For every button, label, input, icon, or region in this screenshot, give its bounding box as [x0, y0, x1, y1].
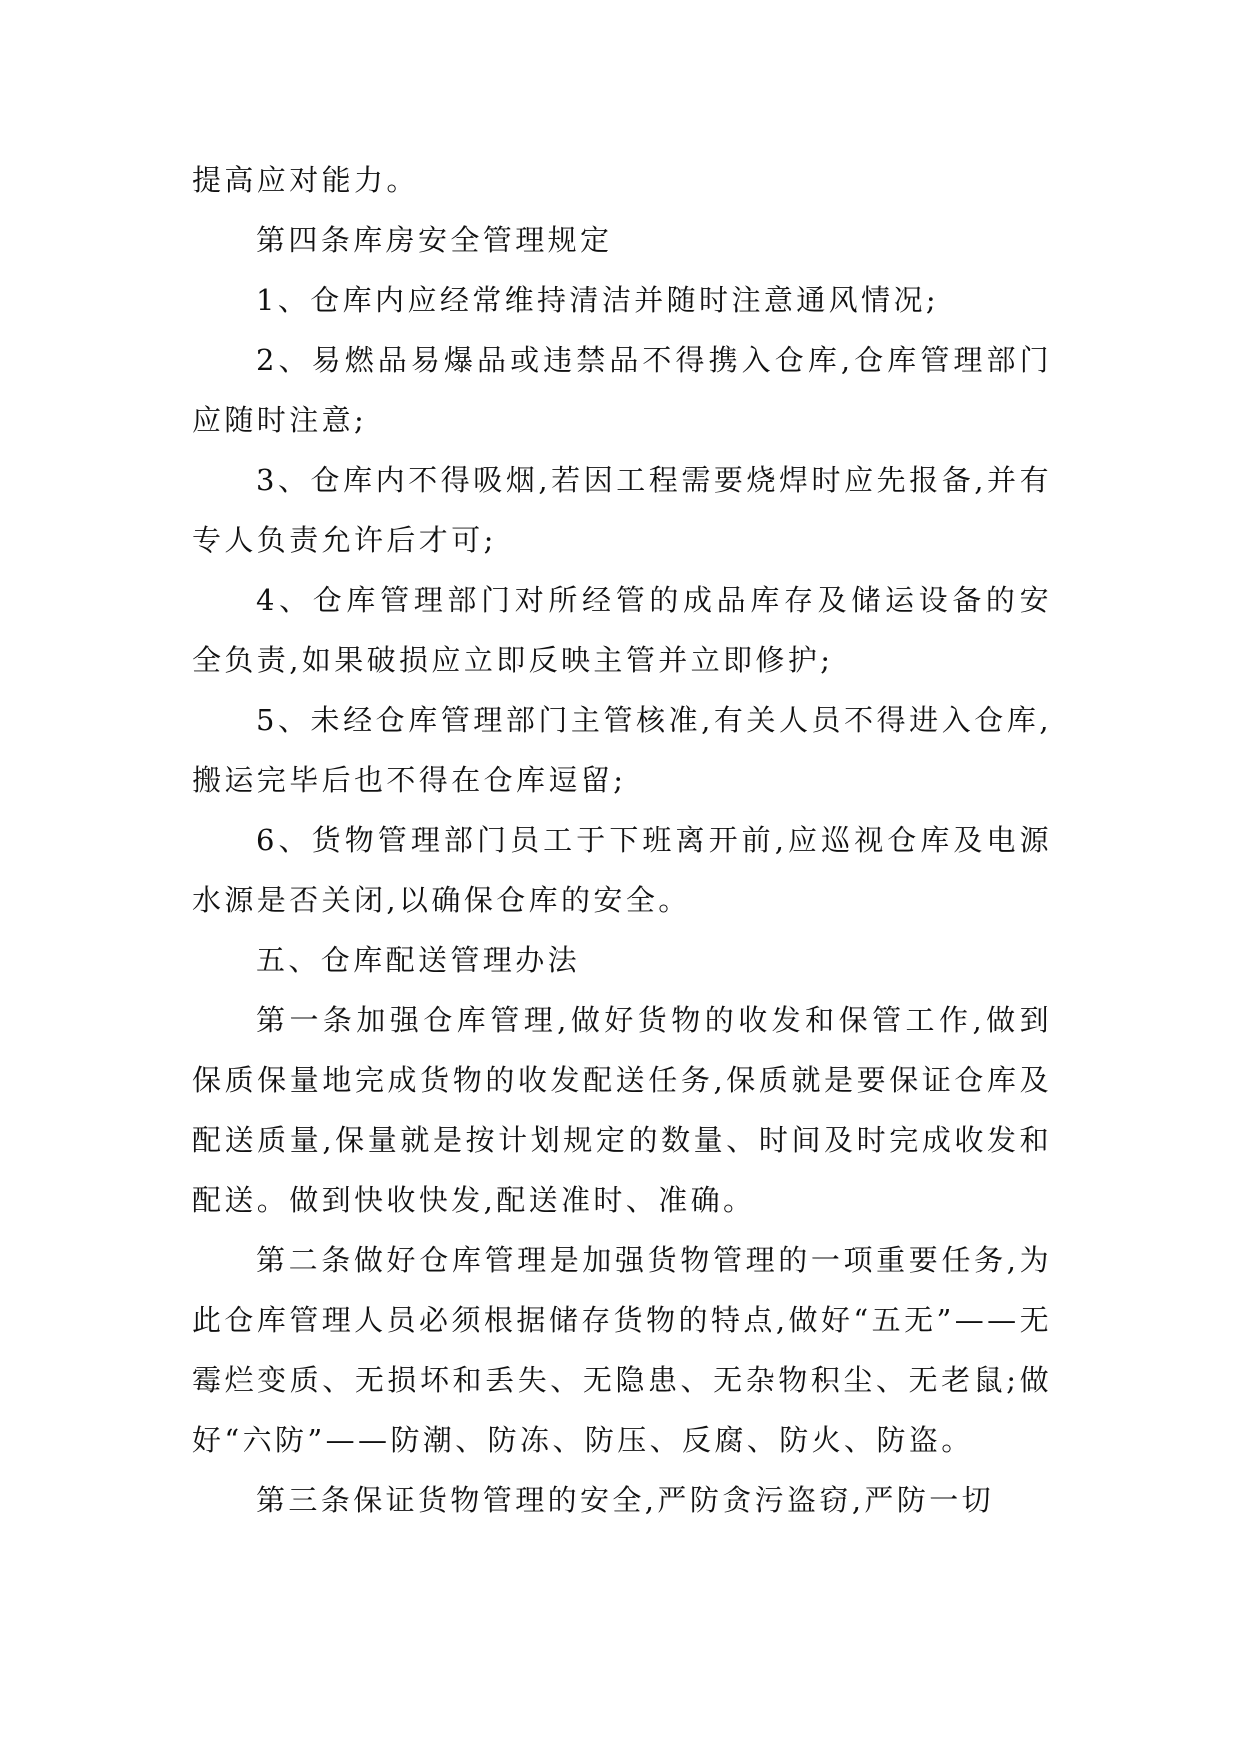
rule-item-1: 1、仓库内应经常维持清洁并随时注意通风情况; [256, 283, 940, 317]
section-5-heading: 五、仓库配送管理办法 [256, 943, 581, 977]
rule-item-2: 2、易燃品易爆品或违禁品不得携入仓库,仓库管理部门应随时注意; [192, 343, 1052, 437]
article-3-paragraph: 第三条保证货物管理的安全,严防贪污盗窃,严防一切 [256, 1483, 995, 1517]
paragraph-continuation: 提高应对能力。 [192, 163, 419, 197]
article-4-heading: 第四条库房安全管理规定 [256, 223, 613, 257]
rule-item-4: 4、仓库管理部门对所经管的成品库存及储运设备的安全负责,如果破损应立即反映主管并立即修护; [192, 583, 1052, 677]
rule-item-3: 3、仓库内不得吸烟,若因工程需要烧焊时应先报备,并有专人负责允许后才可; [192, 463, 1052, 557]
rule-item-6: 6、货物管理部门员工于下班离开前,应巡视仓库及电源水源是否关闭,以确保仓库的安全。 [192, 823, 1052, 917]
rule-item-5: 5、未经仓库管理部门主管核准,有关人员不得进入仓库,搬运完毕后也不得在仓库逗留; [192, 703, 1052, 797]
article-1-paragraph: 第一条加强仓库管理,做好货物的收发和保管工作,做到保质保量地完成货物的收发配送任务,保质就是要保证仓库及配送质量,保量就是按计划规定的数量、时间及时完成收发和配送。做到快收快发,配送准时、准确。 [192, 1003, 1052, 1217]
article-2-paragraph: 第二条做好仓库管理是加强货物管理的一项重要任务,为此仓库管理人员必须根据储存货物的特点,做好“五无”——无霉烂变质、无损坏和丢失、无隐患、无杂物积尘、无老鼠;做好“六防”——防潮、防冻、防压、反腐、防火、防盗。 [192, 1243, 1052, 1457]
document-body [192, 150, 1052, 1530]
